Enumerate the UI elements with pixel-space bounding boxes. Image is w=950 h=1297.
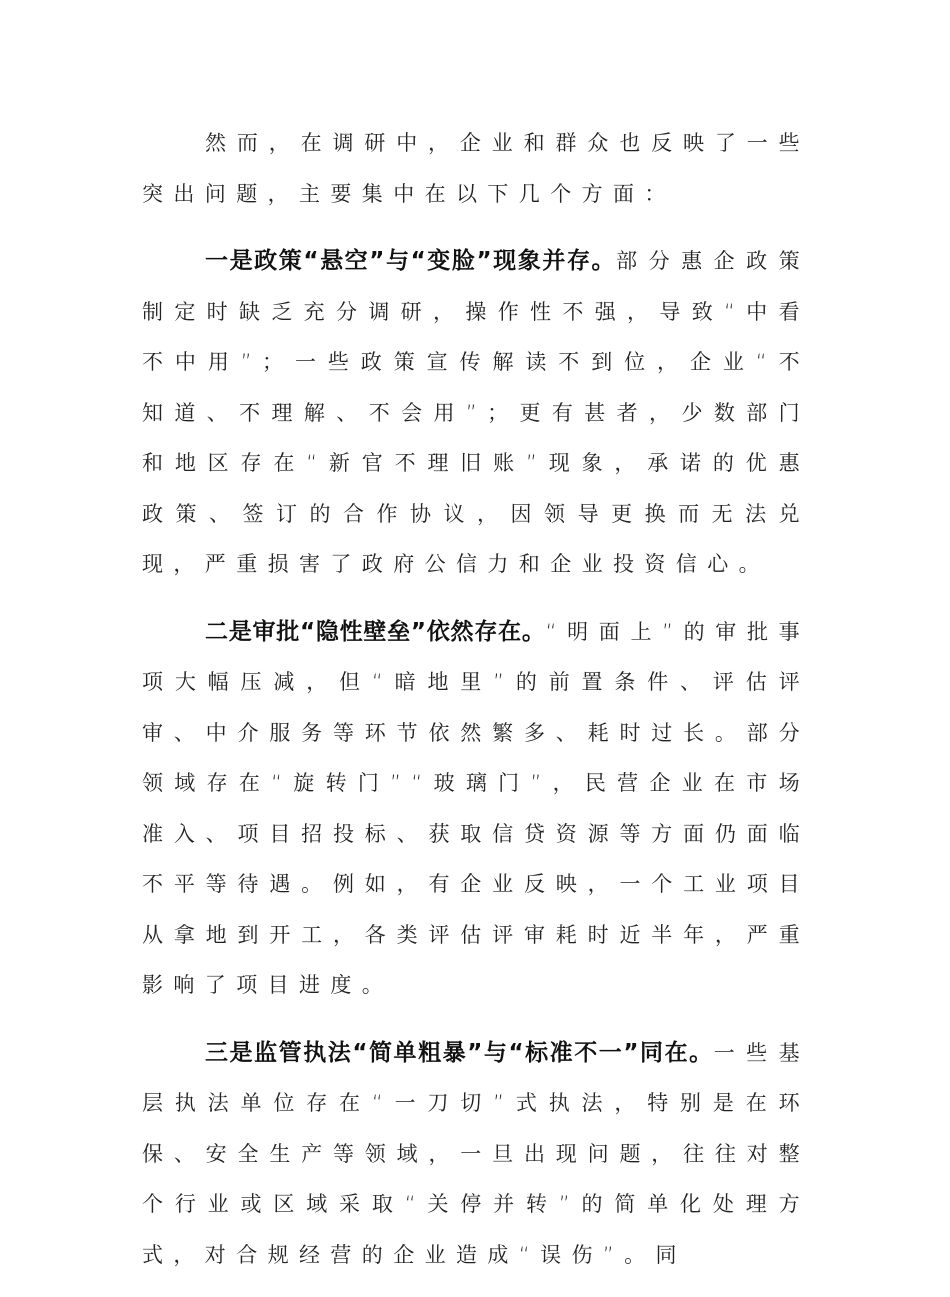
intro-paragraph xyxy=(142,118,810,219)
approval-issue-paragraph xyxy=(142,607,810,1011)
paragraph-heading: 一是政策“悬空”与“变脸”现象并存。 xyxy=(205,248,617,274)
paragraph-heading: 二是审批“隐性壁垒”依然存在。 xyxy=(205,618,546,645)
policy-issue-paragraph xyxy=(142,236,810,590)
paragraph-body: “明面上”的审批事项大幅压减，但“暗地里”的前置条件、评估评审、中介服务等环节依然繁多、耗时过长。部分领域存在“旋转门”“玻璃门”，民营企业在市场准入、项目招投标、获取信贷资源等方面仍面临不平等待遇。例如，有企业反映，一个工业项目从拿地到开工，各类评估评审耗时近半年，严重影响了项目进度。 xyxy=(142,619,811,997)
paragraph-body: 一些基层执法单位存在“一刀切”式执法，特别是在环保、安全生产等领域，一旦出现问题，往往对整个行业或区域采取“关停并转”的简单化处理方式，对合规经营的企业造成“误伤”。同 xyxy=(142,1040,810,1267)
paragraph-body: 部分惠企政策制定时缺乏充分调研，操作性不强，导致“中看不中用”；一些政策宣传解读不到位，企业“不知道、不理解、不会用”；更有甚者，少数部门和地区存在“新官不理旧账”现象，承诺的优惠政策、签订的合作协议，因领导更换而无法兑现，严重损害了政府公信力和企业投资信心。 xyxy=(142,249,811,576)
enforcement-issue-paragraph xyxy=(142,1028,810,1281)
document-page xyxy=(142,118,810,1297)
paragraph-heading: 三是监管执法“简单粗暴”与“标准不一”同在。 xyxy=(205,1039,714,1066)
paragraph-body: 然而，在调研中，企业和群众也反映了一些突出问题，主要集中在以下几个方面： xyxy=(142,131,810,206)
